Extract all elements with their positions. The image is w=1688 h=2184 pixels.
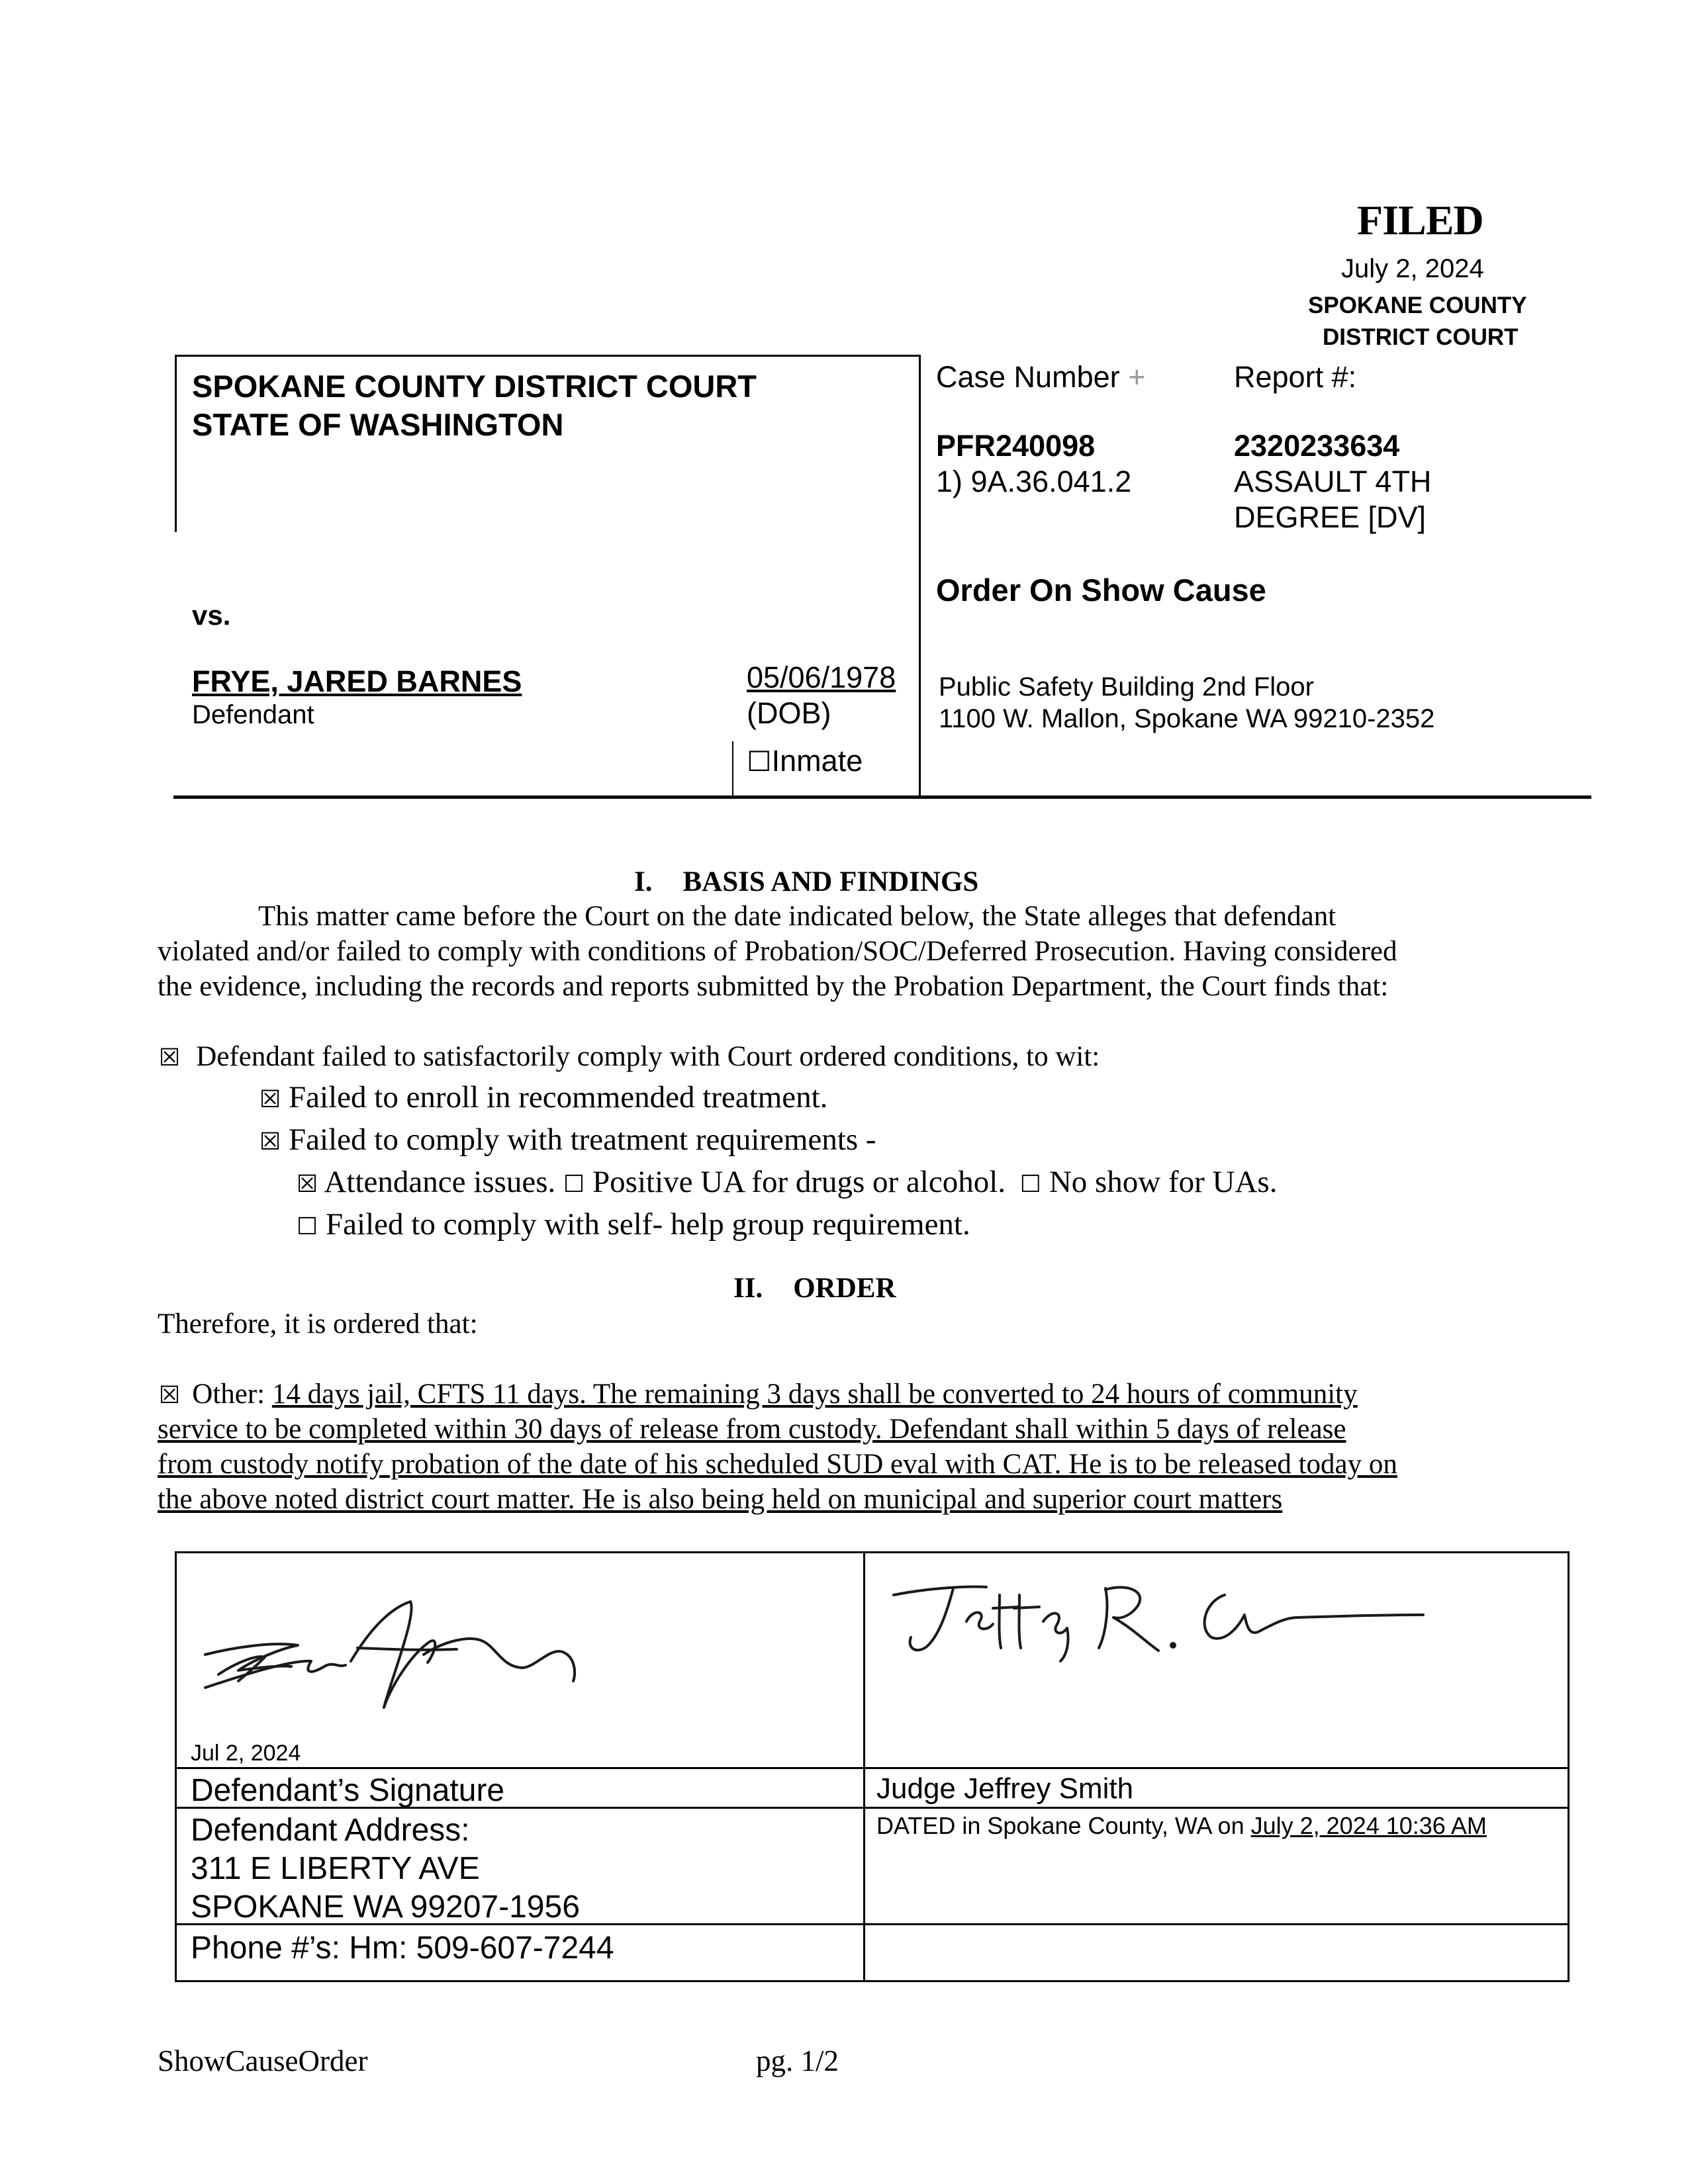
dated-prefix: DATED in Spokane County, WA on — [876, 1812, 1244, 1839]
order-intro: Therefore, it is ordered that: — [158, 1308, 478, 1340]
sig-table-row1 — [175, 1767, 1569, 1769]
defendant-phone: Phone #’s: Hm: 509-607-7244 — [191, 1931, 614, 1966]
case-number-plus: + — [1128, 360, 1146, 394]
finding-c1-checkbox[interactable]: ☒ — [297, 1171, 318, 1198]
judge-name-label: Judge Jeffrey Smith — [876, 1772, 1134, 1805]
section2-title: ORDER — [793, 1273, 896, 1304]
caption-box-divider — [919, 355, 921, 798]
finding-main-checkbox[interactable]: ☒ — [159, 1044, 181, 1071]
case-number-label — [936, 360, 1145, 394]
basis-paragraph-line1: This matter came before the Court on the date indicated below, the State alleges that defendant — [258, 901, 1336, 932]
finding-b-text: Failed to comply with treatment requirements - — [289, 1122, 876, 1157]
defendant-name: FRYE, JARED BARNES — [192, 664, 522, 698]
sig-table-left — [175, 1551, 177, 1982]
report-number-label: Report #: — [1234, 360, 1357, 394]
court-name: SPOKANE COUNTY DISTRICT COURT — [192, 369, 757, 404]
caption-bottom-rule — [173, 796, 1591, 799]
caption-dob-divider — [732, 741, 733, 797]
finding-c2-checkbox[interactable]: ☐ — [563, 1171, 585, 1198]
dated-value: July 2, 2024 10:36 AM — [1250, 1812, 1487, 1839]
finding-main-text: Defendant failed to satisfactorily comply with Court ordered conditions, to wit: — [196, 1041, 1100, 1072]
court-address-line1: Public Safety Building 2nd Floor — [939, 672, 1314, 702]
sig-table-bottom — [175, 1980, 1569, 1982]
versus-label: vs. — [192, 600, 231, 631]
defendant-address-line1: 311 E LIBERTY AVE — [191, 1851, 480, 1886]
case-number: PFR240098 — [936, 429, 1096, 463]
inmate-checkbox[interactable]: ☐ — [747, 745, 772, 778]
section2-number: II. — [733, 1273, 763, 1304]
finding-b-checkbox[interactable]: ☒ — [259, 1128, 281, 1156]
inmate-label: Inmate — [771, 744, 863, 778]
footer-page-number: pg. 1/2 — [756, 2044, 839, 2077]
order-other-text-line1: 14 days jail, CFTS 11 days. The remaining 3 days shall be converted to 24 hours of community — [271, 1379, 1358, 1410]
finding-a-checkbox[interactable]: ☒ — [259, 1086, 281, 1113]
inmate-option[interactable] — [747, 744, 863, 778]
document-title: Order On Show Cause — [936, 572, 1266, 608]
statute: 1) 9A.36.041.2 — [936, 465, 1132, 498]
judge-signature — [887, 1569, 1430, 1668]
order-other-label: Other: — [192, 1379, 265, 1410]
finding-c2-text: Positive UA for drugs or alcohol. — [592, 1165, 1006, 1199]
section2-heading — [733, 1272, 896, 1304]
finding-d[interactable] — [297, 1207, 970, 1244]
finding-b[interactable] — [259, 1122, 876, 1160]
finding-a[interactable] — [259, 1080, 827, 1117]
section1-title: BASIS AND FINDINGS — [682, 866, 979, 897]
sig-table-mid — [863, 1551, 865, 1982]
defendant-sign-date: Jul 2, 2024 — [191, 1741, 301, 1766]
filed-stamp-court-line1: SPOKANE COUNTY — [1308, 293, 1527, 318]
finding-c3-checkbox[interactable]: ☐ — [1019, 1171, 1042, 1198]
defendant-address-line2: SPOKANE WA 99207-1956 — [191, 1889, 580, 1925]
caption-box-top-line — [175, 355, 920, 357]
charge-line1: ASSAULT 4TH — [1234, 465, 1432, 498]
caption-box-left-line — [175, 355, 177, 532]
state-name: STATE OF WASHINGTON — [192, 407, 564, 442]
finding-d-text: Failed to comply with self- help group requirement. — [326, 1207, 970, 1242]
case-number-label-text: Case Number — [936, 360, 1120, 394]
order-other-text-line2: service to be completed within 30 days of release from custody. Defendant shall within 5 days of release — [158, 1414, 1346, 1445]
order-other-text-line4: the above noted district court matter. He is also being held on municipal and superior court matters — [158, 1484, 1283, 1515]
court-address-line2: 1100 W. Mallon, Spokane WA 99210-2352 — [939, 704, 1435, 733]
defendant-address-label: Defendant Address: — [191, 1813, 470, 1848]
filed-stamp-title: FILED — [1357, 197, 1483, 244]
sig-table-right — [1568, 1551, 1570, 1982]
report-number: 2320233634 — [1234, 429, 1400, 463]
defendant-signature — [192, 1588, 616, 1727]
basis-paragraph-line3: the evidence, including the records and reports submitted by the Probation Department, the Court finds that: — [158, 971, 1389, 1002]
order-other-checkbox[interactable]: ☒ — [159, 1382, 181, 1409]
finding-main[interactable] — [159, 1039, 1100, 1075]
order-other-text-line3: from custody notify probation of the date of his scheduled SUD eval with CAT. He is to be released today on — [158, 1449, 1397, 1480]
order-other-line1 — [159, 1377, 1358, 1413]
defendant-signature-label: Defendant’s Signature — [191, 1773, 505, 1808]
charge-line2: DEGREE [DV] — [1234, 500, 1427, 534]
section1-number: I. — [634, 866, 653, 897]
footer-form-name: ShowCauseOrder — [158, 2044, 368, 2077]
finding-c3-text: No show for UAs. — [1049, 1165, 1278, 1199]
finding-a-text: Failed to enroll in recommended treatment. — [289, 1080, 828, 1115]
finding-d-checkbox[interactable]: ☐ — [297, 1213, 318, 1240]
filed-stamp-court-line2: DISTRICT COURT — [1323, 324, 1519, 350]
filed-stamp-date: July 2, 2024 — [1341, 254, 1484, 283]
finding-c — [297, 1165, 1277, 1202]
basis-paragraph-line2: violated and/or failed to comply with conditions of Probation/SOC/Deferred Prosecution. Having considered — [158, 936, 1397, 967]
sig-table-top — [175, 1551, 1569, 1553]
dated-line — [876, 1812, 1487, 1840]
defendant-dob: 05/06/1978 — [747, 660, 896, 694]
finding-c1-text: Attendance issues. — [324, 1165, 556, 1199]
defendant-label: Defendant — [192, 700, 314, 729]
dob-label: (DOB) — [747, 696, 831, 730]
section1-heading — [634, 866, 978, 898]
